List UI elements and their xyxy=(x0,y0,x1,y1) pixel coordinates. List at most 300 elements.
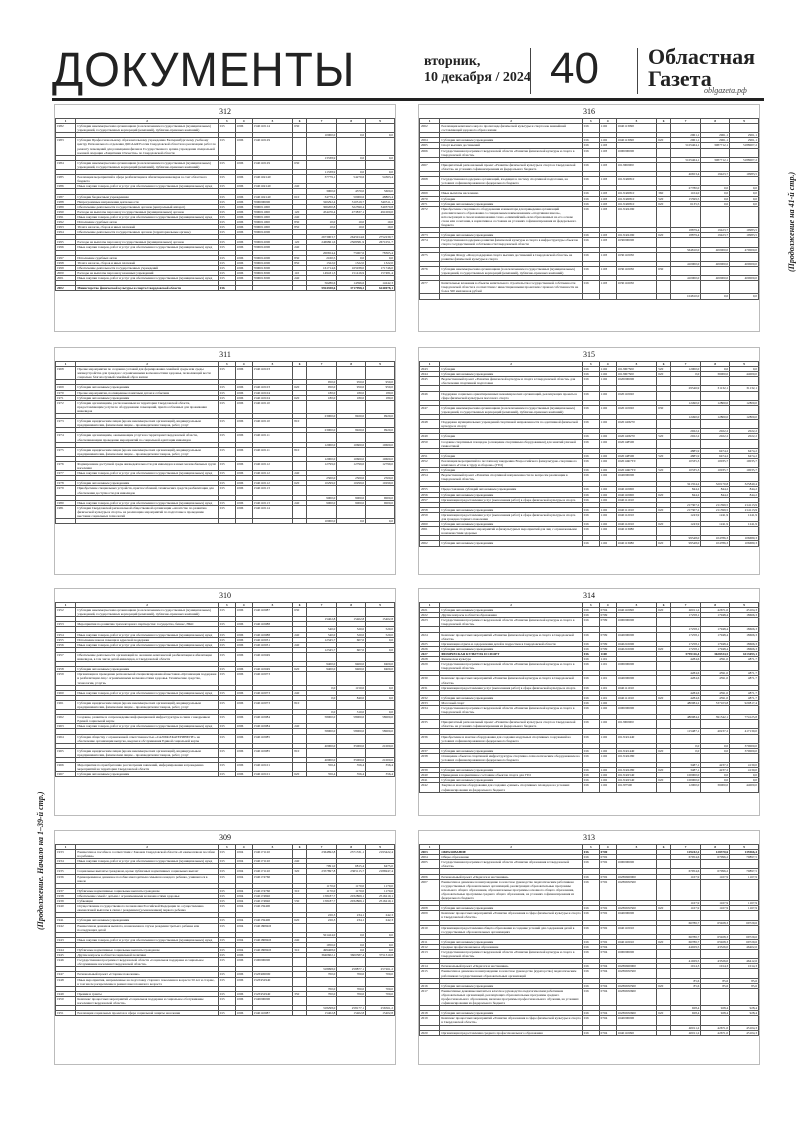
table-cell xyxy=(670,1016,701,1025)
table-cell xyxy=(701,911,730,920)
table-cell xyxy=(366,734,395,743)
table-cell: 1640110010 xyxy=(616,925,657,934)
table-cell: 0,0 xyxy=(366,932,395,937)
table-row xyxy=(420,632,759,641)
table-cell: 1961 xyxy=(56,700,76,709)
table-row xyxy=(420,1030,759,1035)
table-cell-description: Закупка и монтаж оборудования для создания «умных» спортивных площадок на условиях софинансирования из федерального бюджета xyxy=(440,783,582,792)
table-cell: 016 xyxy=(582,453,599,458)
table-cell: 17948,4 xyxy=(701,632,730,641)
table-cell: 1640112010 xyxy=(616,522,657,527)
table-cell: 016 xyxy=(582,705,599,714)
table-cell-description: Субсидии некоммерческим организациям (за исключением государственных (муниципальных) учреждений, государственных корпораций (компаний), публично-правовых компаний) xyxy=(76,608,218,617)
table-cell: 1984 xyxy=(56,160,76,169)
table-cell: 810 xyxy=(293,700,307,709)
table-cell: 12799,0 xyxy=(366,461,395,470)
table-cell: 240 xyxy=(293,500,307,505)
table-cell-description: Ежемесячное денежное вознаграждение за классное руководство педагогическим работникам государственных образовательных организаций, реализующих образовательные программы начального общего образования, образовательные программы основного общего образования, образовательные программы среднего общего образования, на условиях софинансирования из федерального бюджета xyxy=(440,879,582,900)
table-cell: 1540110112 xyxy=(252,461,293,470)
table-cell: 1640111010 xyxy=(616,685,657,690)
table-cell-description: Субсидии автономным учреждениям xyxy=(440,983,582,988)
table-cell: 67954,6 xyxy=(670,855,701,860)
table-cell: 0,0 xyxy=(337,255,366,260)
table-cell xyxy=(306,874,337,883)
table-cell: 928,4 xyxy=(730,1011,759,1016)
table-cell: 630 xyxy=(293,124,307,133)
table-cell xyxy=(701,925,730,934)
table-cell: 810 xyxy=(293,748,307,757)
table-cell: 104810,0 xyxy=(670,294,701,299)
table-cell: 7000011000 xyxy=(252,209,293,214)
table-cell xyxy=(337,367,366,380)
table-cell: 2673903,7 xyxy=(306,235,337,240)
table-cell: 15599,5 xyxy=(670,196,701,201)
table-cell: 620 xyxy=(293,918,307,923)
table-cell: 016 xyxy=(582,468,599,473)
table-cell xyxy=(701,148,730,157)
table-cell: 0,0 xyxy=(701,191,730,196)
table-cell: 1167,9 xyxy=(670,906,701,911)
table-cell: 1620110020 xyxy=(616,405,657,414)
table-cell: 0,0 xyxy=(701,748,730,753)
table-cell: 4 xyxy=(235,119,252,124)
table-cell: 1241,9 xyxy=(730,512,759,521)
table-cell: 4 xyxy=(599,603,616,608)
table-cell: 016 xyxy=(582,618,599,627)
table-cell: 015 xyxy=(218,977,235,986)
table-cell: 1950 xyxy=(56,996,76,1005)
table-cell: 1241,9 xyxy=(730,522,759,527)
table-row xyxy=(420,705,759,714)
table-cell: 3751310,8 xyxy=(366,953,395,958)
table-cell: 410000,0 xyxy=(670,276,701,281)
table-cell: 1540174840 xyxy=(252,893,293,898)
table-cell: 10299,0 xyxy=(337,481,366,486)
table-cell: 1957 xyxy=(56,652,76,661)
table-cell: 214113,9 xyxy=(730,507,759,512)
table-cell xyxy=(670,988,701,1005)
table-cell: 1540110111 xyxy=(252,433,293,442)
table-cell: 1962 xyxy=(56,715,76,724)
table-cell xyxy=(670,911,701,920)
document-page-number: 313 xyxy=(583,833,595,842)
table-cell: 1989 xyxy=(56,204,76,209)
table-cell: 120 xyxy=(293,209,307,214)
document-page-number: 314 xyxy=(583,591,595,600)
table-cell: 015 xyxy=(218,390,235,395)
table-cell: 17948,4 xyxy=(701,627,730,632)
table-cell: 1004 xyxy=(235,888,252,893)
table-cell xyxy=(657,911,671,920)
table-cell: 016 xyxy=(582,944,599,949)
table-cell: 1006 xyxy=(235,385,252,390)
table-cell: 1170,0 xyxy=(366,883,395,888)
table-cell: 2035 xyxy=(420,720,440,729)
table-cell: 85,6 xyxy=(730,983,759,988)
table-row xyxy=(420,473,759,482)
table-cell: 928,4 xyxy=(701,1011,730,1016)
table-cell: 1006 xyxy=(235,481,252,486)
table-cell: 1103 xyxy=(599,238,616,247)
table-cell: 100000,0 xyxy=(670,773,701,778)
table-cell: 0,0 xyxy=(366,255,395,260)
table-cell: 400000,0 xyxy=(730,276,759,281)
table-cell: 2076 xyxy=(420,266,440,275)
table-cell: 620 xyxy=(657,507,671,512)
table-row xyxy=(56,160,395,169)
table-cell: 9 xyxy=(730,603,759,608)
table-cell: 1540110103 xyxy=(252,385,293,390)
table-cell: 620 xyxy=(657,939,671,944)
table-cell: 1939 xyxy=(56,899,76,904)
table-cell: 016 xyxy=(582,925,599,934)
table-cell: 4284,6 xyxy=(670,695,701,700)
table-cell: 242,3 xyxy=(366,918,395,923)
table-cell: 306200,8 xyxy=(306,204,337,209)
table-cell: 1100 xyxy=(599,651,616,656)
table-cell: 2568381,9 xyxy=(337,240,366,245)
table-cell-description: Государственная поддержка развития физической культуры и спорта в инфраструктуры объектов спорта государственной собственности Свердловской области xyxy=(440,238,582,247)
table-cell: 8 xyxy=(701,362,730,367)
table-cell: 10035,7 xyxy=(701,468,730,473)
table-cell: 0,0 xyxy=(730,367,759,372)
table-row xyxy=(56,672,395,685)
table-cell: 161J1R2280 xyxy=(616,753,657,762)
table-cell: 1955 xyxy=(56,637,76,642)
table-cell xyxy=(293,519,307,524)
table-cell: 161J067500 xyxy=(616,367,657,372)
table-cell: 180,0 xyxy=(306,395,337,400)
table-cell: 10035,7 xyxy=(730,458,759,467)
table-cell-description: Региональный проект «Старшее поколение» xyxy=(76,972,218,977)
table-cell: 3640602,1 xyxy=(306,953,337,958)
table-cell: 015 xyxy=(218,715,235,724)
table-cell: 161714,6 xyxy=(306,265,337,270)
table-cell: 45104,3 xyxy=(730,608,759,613)
table-cell: 1170,0 xyxy=(337,883,366,888)
table-cell: 0700 xyxy=(599,850,616,855)
table-cell: 2047 xyxy=(420,405,440,414)
table-cell: 2065 xyxy=(420,143,440,148)
table-cell: 016 xyxy=(582,646,599,651)
table-row xyxy=(56,486,395,495)
table-row xyxy=(56,1011,395,1016)
table-cell: 950,0 xyxy=(366,385,395,390)
table-row xyxy=(56,400,395,413)
table-cell: 016 xyxy=(582,206,599,227)
table-cell: 920817,4 xyxy=(730,700,759,705)
budget-table xyxy=(55,602,395,777)
table-cell: 015 xyxy=(218,199,235,204)
table-cell xyxy=(293,874,307,883)
table-cell-description: Поддержка муниципальных учреждений спортивной направленности по адаптивной физической культуре и спорту xyxy=(440,420,582,429)
table-cell: 10,0 xyxy=(306,219,337,224)
table-cell: 840,0 xyxy=(337,695,366,700)
table-cell xyxy=(657,458,671,467)
table-cell: 6815,4 xyxy=(337,864,366,869)
table-cell: 1640110010 xyxy=(616,939,657,944)
table-cell: 162014Ф7Т0 xyxy=(616,458,657,467)
table-cell: 016 xyxy=(582,773,599,778)
table-cell: 40000,0 xyxy=(306,743,337,748)
table-cell: 1006 xyxy=(235,608,252,617)
table-cell-description: Субсидии автономным учреждениям xyxy=(440,522,582,527)
table-cell: 41029,5 xyxy=(670,959,701,964)
table-cell: 1170,0 xyxy=(306,888,337,893)
table-cell: 7 xyxy=(306,362,337,367)
table-cell: 1941 xyxy=(56,918,76,923)
table-cell: 162Ю650500 xyxy=(616,879,657,900)
table-cell: 1600000000 xyxy=(616,860,657,869)
table-cell xyxy=(670,879,701,900)
table-cell: 700,0 xyxy=(337,991,366,996)
table-cell: 4591,0 xyxy=(701,671,730,676)
table-cell xyxy=(657,925,671,934)
table-row xyxy=(420,911,759,920)
table-cell: 340370,8 xyxy=(366,204,395,209)
table-cell: 1951 xyxy=(56,1011,76,1016)
table-cell: 2048 xyxy=(420,420,440,429)
table-cell: 129242,2 xyxy=(670,850,701,855)
table-cell-description: Предоставление субсидий автономным учреждениям xyxy=(440,487,582,492)
table-cell: 2022,2 xyxy=(730,429,759,434)
table-cell-description: Организация отдыха и оздоровления детей и подростков в Свердловской области xyxy=(440,641,582,646)
table-cell: 1104,0 xyxy=(670,191,701,196)
table-cell: 0,0 xyxy=(306,710,337,715)
table-cell: 016 xyxy=(582,177,599,186)
table-cell xyxy=(670,439,701,448)
table-cell: 15402,8 xyxy=(366,1011,395,1016)
table-cell: 42671,0 xyxy=(701,1025,730,1030)
table-cell: 2007 xyxy=(420,879,440,900)
table-cell: 1540110103 xyxy=(252,367,293,380)
table-cell: 8 xyxy=(337,603,366,608)
table-cell: 10035,7 xyxy=(730,468,759,473)
table-cell xyxy=(218,519,235,524)
table-row xyxy=(420,662,759,671)
table-cell: 1966 xyxy=(56,763,76,772)
table-cell: 2000 xyxy=(56,270,76,275)
table-cell: 1540110031 xyxy=(252,637,293,642)
table-cell: 12799,0 xyxy=(306,461,337,470)
table-cell xyxy=(306,138,337,155)
table-cell: 016 xyxy=(582,124,599,133)
table-cell: 10335,3 xyxy=(670,458,701,467)
table-cell: 8 xyxy=(701,119,730,124)
table-cell-description: Публичные нормативные социальные выплаты гражданам xyxy=(76,947,218,952)
table-cell-description xyxy=(76,519,218,524)
table-cell: 620 xyxy=(657,768,671,773)
table-row xyxy=(420,281,759,294)
table-cell-description: Создание спортивных площадок (оснащение спортивным оборудованием) для занятий уличной гимнастикой xyxy=(440,439,582,448)
table-cell xyxy=(701,377,730,386)
table-cell-description: Уплата налогов, сборов и иных платежей xyxy=(76,260,218,265)
table-cell: 4284,6 xyxy=(670,676,701,685)
table-cell: 161J1R2540 xyxy=(616,778,657,783)
table-cell xyxy=(730,925,759,934)
table-cell-description: Субсидии автономным учреждениям xyxy=(440,695,582,700)
table-cell: 016 xyxy=(582,522,599,527)
table-cell: 356,4 xyxy=(337,772,366,777)
table-cell: 0,0 xyxy=(701,186,730,191)
table-cell: 1980 xyxy=(56,500,76,505)
table-cell: 2002 xyxy=(56,286,76,291)
table-cell: 1540110087 xyxy=(252,608,293,617)
table-cell: 620 xyxy=(293,481,307,486)
table-cell: 6474,2 xyxy=(730,453,759,458)
table-cell-description: Капитальные вложения в объекты капитального строительства государственной собственности Свердловской области в соответствии с инвестиционными проектами с правом собственности не более 500 миллионов рублей xyxy=(440,281,582,294)
table-cell: 1540110110 xyxy=(252,419,293,428)
table-cell: 1004 xyxy=(235,899,252,904)
table-cell: 1006 xyxy=(235,138,252,155)
table-cell: 016 xyxy=(582,233,599,238)
table-cell: 1986 xyxy=(56,184,76,189)
table-cell: 950,0 xyxy=(306,385,337,390)
table-cell xyxy=(670,860,701,869)
table-cell: 5924358,6 xyxy=(306,286,337,291)
table-cell: 016 xyxy=(582,138,599,143)
table-cell-description: Организация предоставления общего образования и создание условий для содержания детей в государственных образовательных организациях xyxy=(440,925,582,934)
table-cell: 0704 xyxy=(599,983,616,988)
table-cell: 015 xyxy=(218,622,235,627)
table-cell: 1006 xyxy=(235,772,252,777)
table-cell: 537103,8 xyxy=(701,700,730,705)
table-cell: 473837,1 xyxy=(337,209,366,214)
table-cell: 200654,4 xyxy=(306,250,337,255)
table-cell: 850 xyxy=(293,225,307,230)
budget-table xyxy=(419,361,759,547)
table-cell xyxy=(306,433,337,442)
table-cell: 0,0 xyxy=(337,519,366,524)
table-cell: 9400,0 xyxy=(337,662,366,667)
table-cell: 2062 xyxy=(420,541,440,546)
table-cell-description: Мероприятия по приобретению рассмотрения заявлений, информирования и проведению мероприятий на территории Свердловской области xyxy=(76,763,218,772)
table-cell: 2046 xyxy=(420,391,440,400)
table-cell: 0704 xyxy=(599,950,616,959)
table-cell xyxy=(306,400,337,413)
table-cell xyxy=(670,281,701,294)
table-cell: 370000,0 xyxy=(730,743,759,748)
table-cell: 7000012000 xyxy=(252,245,293,250)
table-cell-description: Субсидия Профессиональному образовательному учреждению Екатеринбургскому учебному центру Регионального отделения ДОСААФ России Свердловской области на реализацию работ по ремонту помещений для размещения филиала Государственного архива учреждения специальной военной операции «Защитники Отечества» по Свердловской области xyxy=(76,138,218,155)
table-cell: 2006 xyxy=(420,874,440,879)
table-cell: 214113,9 xyxy=(730,502,759,507)
table-cell: 1102 xyxy=(599,377,616,386)
table-cell: 620 xyxy=(293,395,307,400)
table-cell: 40011,2 xyxy=(670,1025,701,1030)
table-cell xyxy=(306,977,337,986)
table-cell: 9000,0 xyxy=(306,495,337,500)
table-cell xyxy=(670,405,701,414)
table-cell: 2073 xyxy=(420,233,440,238)
table-cell: 10,0 xyxy=(337,219,366,224)
table-cell-description: Организация предоставления услуг (выполнения работ) в сфере физической культуры и спорта xyxy=(440,497,582,502)
table-cell: 6 xyxy=(657,845,671,850)
table-cell xyxy=(730,420,759,429)
header-divider xyxy=(637,48,638,94)
table-cell: 016 xyxy=(582,657,599,662)
table-cell xyxy=(366,700,395,709)
table-cell-description: Прочие мероприятия, посвященные памятным датам и событиям xyxy=(76,390,218,395)
table-cell: 016 xyxy=(582,196,599,201)
budget-table xyxy=(55,844,395,1016)
table-cell xyxy=(293,138,307,155)
table-cell: 1102 xyxy=(599,720,616,729)
table-cell: 35000,0 xyxy=(337,758,366,763)
table-cell: 0,0 xyxy=(701,367,730,372)
table-cell-description: Иные мероприятия, направленные на подготовку старшего поколения в возрасте 50 лет и старше, в том числе раскрепление в рамках школ пожилого возраста xyxy=(76,977,218,986)
table-cell-description: Субсидия обществу с ограниченной ответственностью «САЛИФ-ЕКАТЕРИНБУРГ» на обеспечение организации выпуска, выдачи и обслуживания Единой социальной карты xyxy=(76,734,218,743)
budget-table xyxy=(419,844,759,1036)
table-cell: 3717998,2 xyxy=(337,286,366,291)
table-cell: 2016 xyxy=(420,983,440,988)
table-cell: 1006 xyxy=(235,977,252,986)
table-cell-description: Непрограммные направления деятельности xyxy=(76,199,218,204)
table-row xyxy=(420,439,759,448)
table-row xyxy=(56,977,395,986)
table-cell-description: Исполнение судебных актов xyxy=(76,255,218,260)
table-cell: 65928,3 xyxy=(701,939,730,944)
table-cell: 2022,2 xyxy=(670,434,701,439)
table-cell: 844,2 xyxy=(670,487,701,492)
table-cell-description: 2 xyxy=(76,845,218,850)
table-cell: 015 xyxy=(218,175,235,184)
table-cell: 2066 xyxy=(420,148,440,157)
table-cell: 240 xyxy=(293,690,307,695)
table-row xyxy=(56,874,395,883)
table-cell: 1167,9 xyxy=(670,874,701,879)
table-cell: 5 xyxy=(616,362,657,367)
table-cell: 1540110073 xyxy=(252,690,293,695)
table-cell: 016 xyxy=(582,527,599,536)
header-divider xyxy=(530,48,531,94)
table-cell-description: Расходы на выплаты персоналу казенных учреждений xyxy=(76,270,218,275)
table-cell: 015 xyxy=(218,367,235,380)
table-cell: 1600000000 xyxy=(616,705,657,714)
table-row xyxy=(56,652,395,661)
table-cell: 1 xyxy=(56,603,76,608)
table-cell: 6474,2 xyxy=(701,453,730,458)
table-cell: 12345,7 xyxy=(306,647,337,652)
table-cell: 240 xyxy=(293,937,307,942)
table-cell: 9400,0 xyxy=(306,667,337,672)
table-cell: 0704 xyxy=(599,964,616,969)
table-cell: 115487,1 xyxy=(670,729,701,734)
table-cell: 016 xyxy=(582,507,599,512)
table-cell: 211399,5 xyxy=(701,502,730,507)
table-cell xyxy=(293,996,307,1005)
table-cell: 1006 xyxy=(235,953,252,958)
table-cell xyxy=(657,705,671,714)
table-cell-description: Организация предоставления услуг (выполнения работ) в сфере физической культуры и спорта для граждан старшего поколения xyxy=(440,512,582,521)
table-cell: 0,0 xyxy=(701,196,730,201)
table-cell: 1167,9 xyxy=(701,874,730,879)
table-cell: 1103 xyxy=(599,196,616,201)
table-cell: 480084,2 xyxy=(670,700,701,705)
table-cell: 1500000000 xyxy=(252,958,293,967)
table-cell xyxy=(337,160,366,169)
table-cell: 016 xyxy=(582,778,599,783)
table-cell xyxy=(337,652,366,661)
table-cell: 135966,4 xyxy=(730,850,759,855)
table-cell: 830 xyxy=(293,255,307,260)
table-cell: 162014И270 xyxy=(616,434,657,439)
table-cell: 620 xyxy=(657,608,671,613)
table-cell: 44000,0 xyxy=(730,372,759,377)
table-cell: 0,0 xyxy=(701,743,730,748)
table-cell: 256561,2 xyxy=(366,1006,395,1011)
table-cell: 2068 xyxy=(420,177,440,186)
